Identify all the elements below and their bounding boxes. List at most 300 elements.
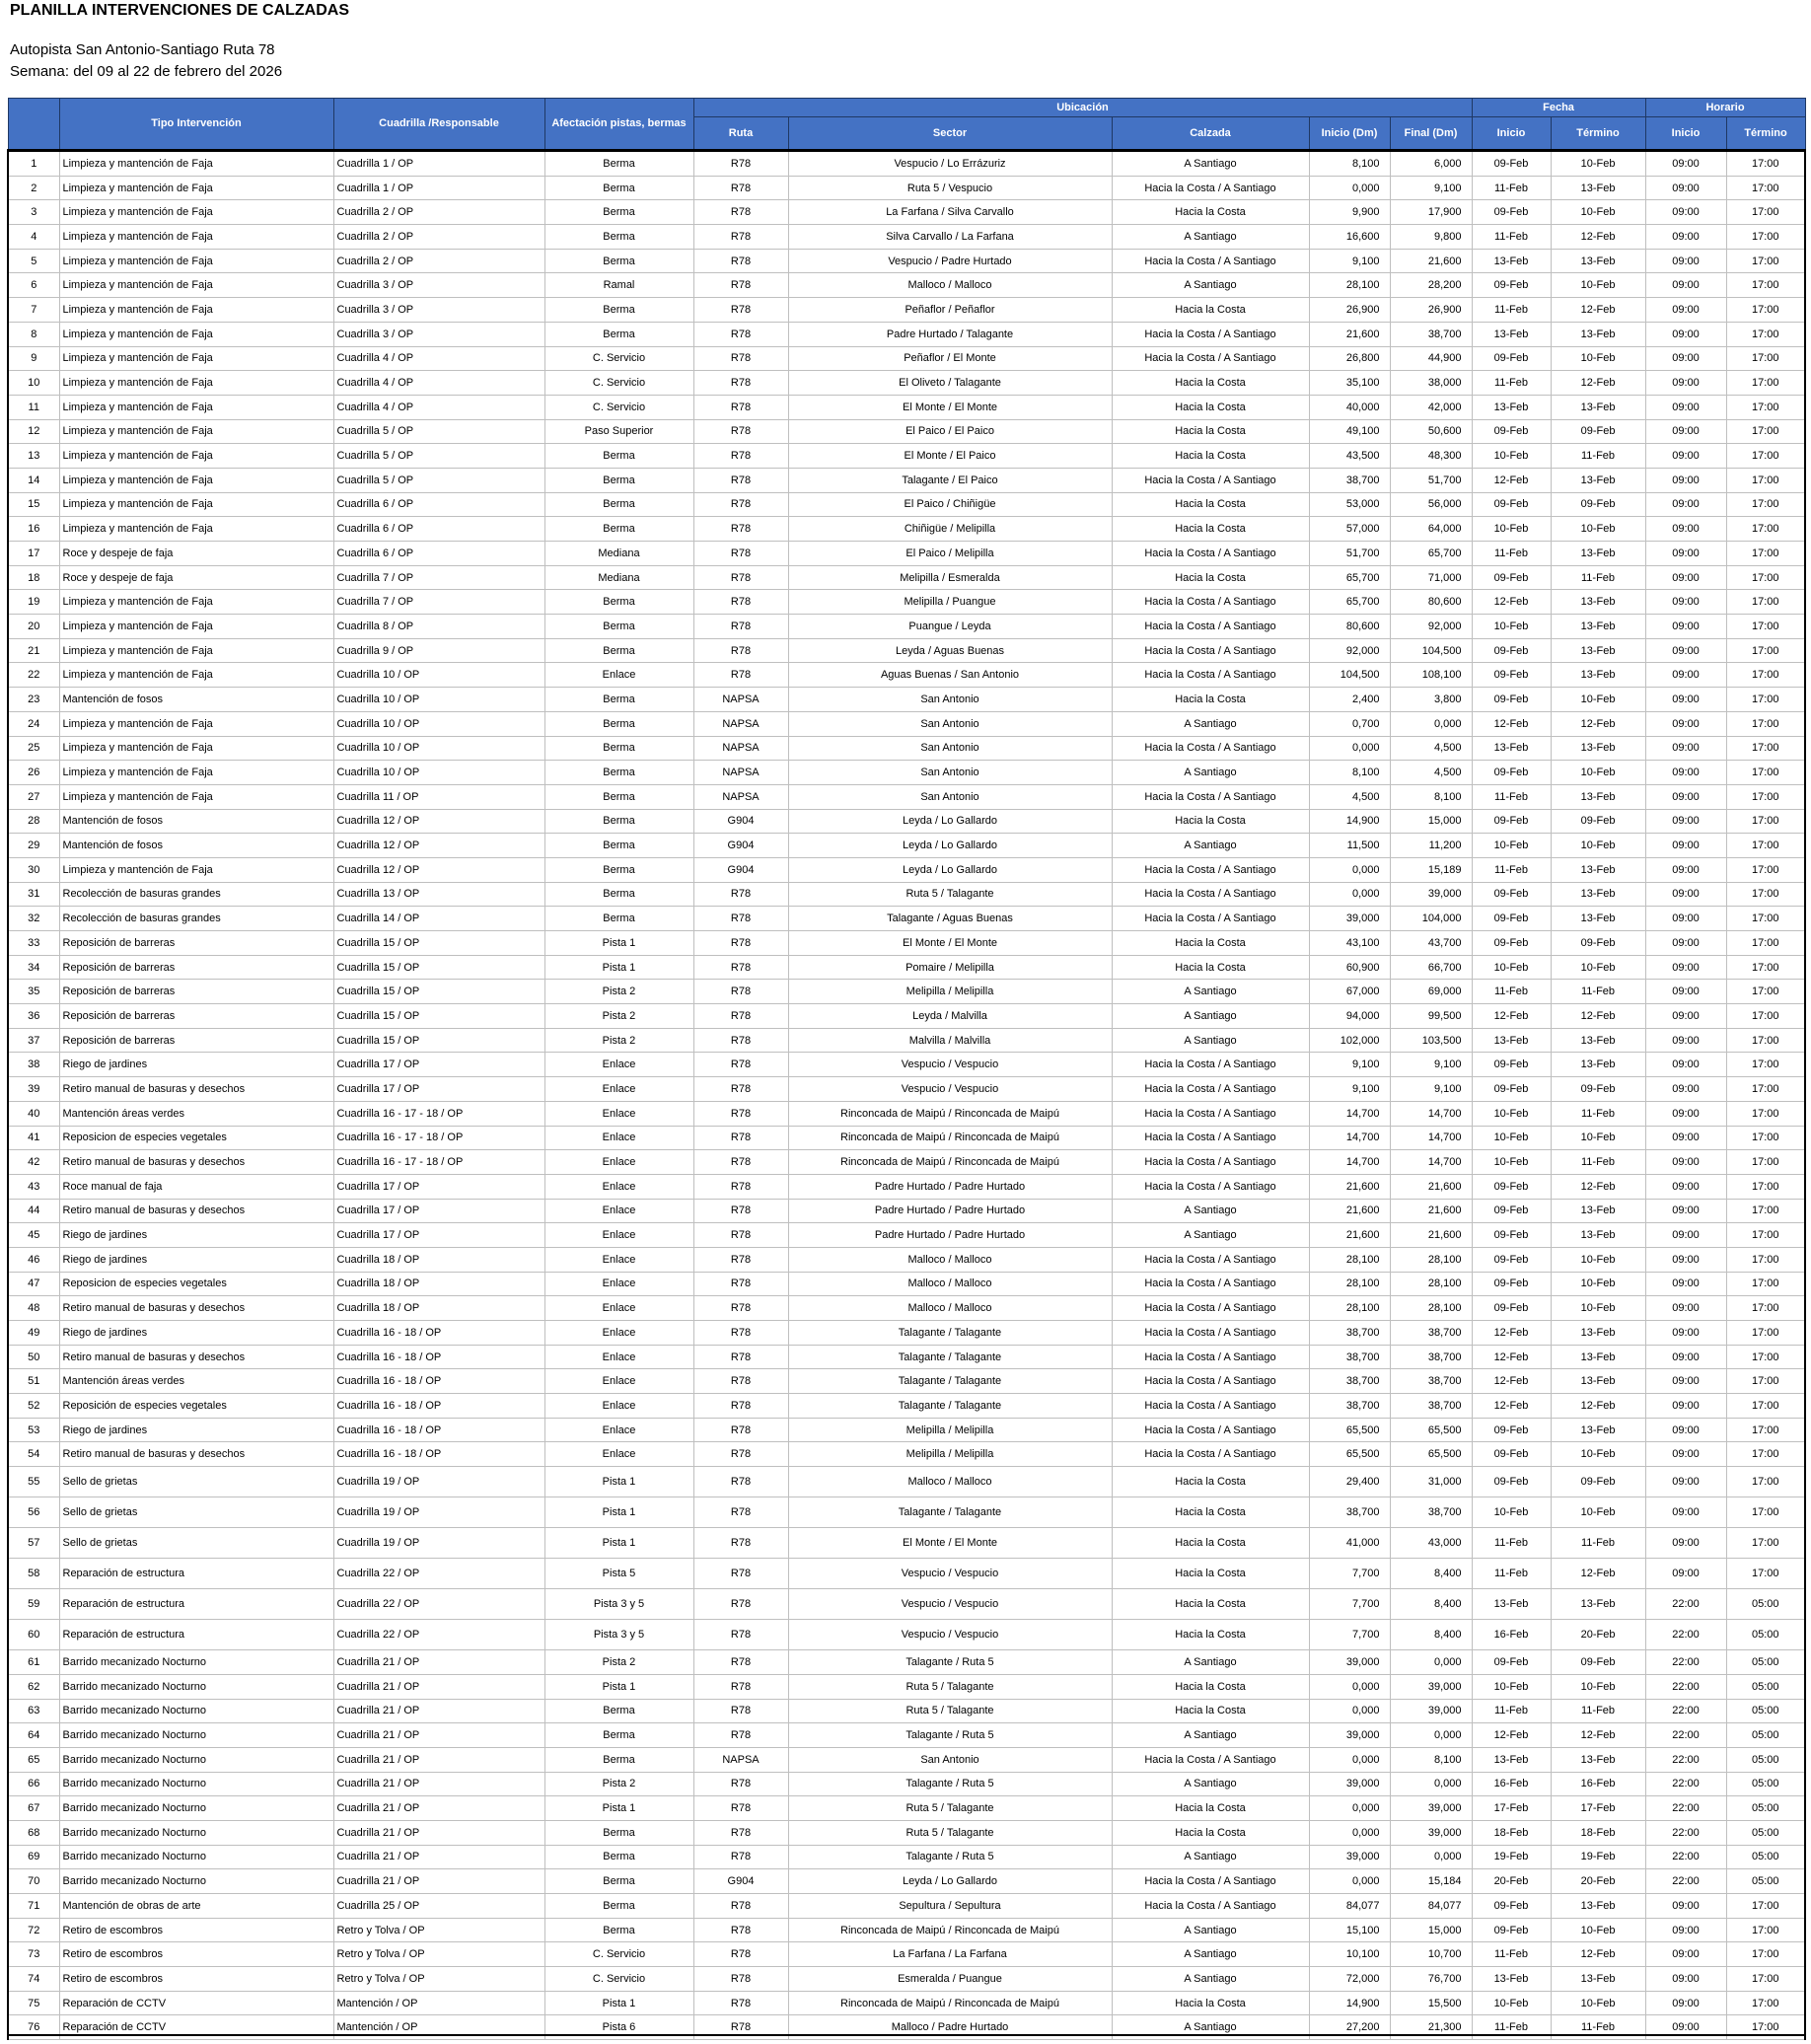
header-ubicacion: Ubicación xyxy=(693,99,1472,117)
cuadrilla: Cuadrilla 21 / OP xyxy=(333,1869,544,1894)
tipo-intervencion: Reposicion de especies vegetales xyxy=(59,1272,333,1296)
cuadrilla: Cuadrilla 2 / OP xyxy=(333,225,544,250)
inicio-dm: 0,700 xyxy=(1309,711,1390,736)
table-row xyxy=(8,882,1805,907)
inicio-dm: 39,000 xyxy=(1309,907,1390,931)
fecha-termino: 13-Feb xyxy=(1551,663,1645,688)
calzada: A Santiago xyxy=(1112,1223,1309,1248)
row-number: 2 xyxy=(8,176,59,200)
tipo-intervencion: Retiro de escombros xyxy=(59,1967,333,1992)
fecha-inicio: 09-Feb xyxy=(1472,1467,1551,1497)
final-dm: 21,600 xyxy=(1390,1223,1472,1248)
fecha-termino: 11-Feb xyxy=(1551,1528,1645,1559)
hora-inicio: 22:00 xyxy=(1645,1772,1726,1796)
cuadrilla: Cuadrilla 22 / OP xyxy=(333,1620,544,1650)
table-row xyxy=(8,1820,1805,1845)
hora-inicio: 09:00 xyxy=(1645,176,1726,200)
fecha-inicio: 09-Feb xyxy=(1472,1077,1551,1102)
hora-termino: 17:00 xyxy=(1726,980,1805,1004)
fecha-termino: 10-Feb xyxy=(1551,273,1645,298)
inicio-dm: 14,700 xyxy=(1309,1126,1390,1150)
hora-inicio: 22:00 xyxy=(1645,1869,1726,1894)
inicio-dm: 67,000 xyxy=(1309,980,1390,1004)
fecha-inicio: 09-Feb xyxy=(1472,151,1551,177)
fecha-termino: 10-Feb xyxy=(1551,1442,1645,1467)
calzada: Hacia la Costa xyxy=(1112,688,1309,712)
final-dm: 0,000 xyxy=(1390,711,1472,736)
tipo-intervencion: Riego de jardines xyxy=(59,1223,333,1248)
ruta: R78 xyxy=(693,1101,788,1126)
calzada: Hacia la Costa / A Santiago xyxy=(1112,1077,1309,1102)
final-dm: 104,500 xyxy=(1390,638,1472,663)
cuadrilla: Cuadrilla 15 / OP xyxy=(333,931,544,956)
row-number: 75 xyxy=(8,1991,59,2015)
sector: Esmeralda / Puangue xyxy=(788,1967,1112,1992)
fecha-inicio: 13-Feb xyxy=(1472,736,1551,761)
fecha-inicio: 20-Feb xyxy=(1472,1869,1551,1894)
final-dm: 38,700 xyxy=(1390,1369,1472,1394)
ruta: R78 xyxy=(693,1967,788,1992)
hora-inicio: 09:00 xyxy=(1645,2015,1726,2040)
header-horario: Horario xyxy=(1645,99,1805,117)
fecha-inicio: 12-Feb xyxy=(1472,1369,1551,1394)
tipo-intervencion: Limpieza y mantención de Faja xyxy=(59,225,333,250)
cuadrilla: Mantención / OP xyxy=(333,1991,544,2015)
fecha-termino: 18-Feb xyxy=(1551,1820,1645,1845)
fecha-inicio: 10-Feb xyxy=(1472,1101,1551,1126)
afectacion: Pista 1 xyxy=(544,1497,693,1528)
cuadrilla: Cuadrilla 7 / OP xyxy=(333,590,544,615)
calzada: Hacia la Costa xyxy=(1112,200,1309,225)
hora-inicio: 09:00 xyxy=(1645,565,1726,590)
row-number: 6 xyxy=(8,273,59,298)
cuadrilla: Cuadrilla 15 / OP xyxy=(333,1004,544,1029)
ruta: NAPSA xyxy=(693,761,788,785)
afectacion: Berma xyxy=(544,882,693,907)
calzada: A Santiago xyxy=(1112,761,1309,785)
hora-inicio: 22:00 xyxy=(1645,1699,1726,1723)
inicio-dm: 9,100 xyxy=(1309,1077,1390,1102)
cuadrilla: Cuadrilla 18 / OP xyxy=(333,1272,544,1296)
hora-termino: 17:00 xyxy=(1726,1174,1805,1199)
table-row xyxy=(8,1650,1805,1675)
final-dm: 31,000 xyxy=(1390,1467,1472,1497)
cuadrilla: Cuadrilla 21 / OP xyxy=(333,1772,544,1796)
fecha-inicio: 09-Feb xyxy=(1472,1650,1551,1675)
hora-inicio: 09:00 xyxy=(1645,1053,1726,1077)
row-number: 50 xyxy=(8,1345,59,1369)
fecha-inicio: 09-Feb xyxy=(1472,1199,1551,1223)
calzada: A Santiago xyxy=(1112,2015,1309,2040)
calzada: Hacia la Costa xyxy=(1112,1497,1309,1528)
inicio-dm: 27,200 xyxy=(1309,2015,1390,2040)
inicio-dm: 38,700 xyxy=(1309,1345,1390,1369)
calzada: Hacia la Costa / A Santiago xyxy=(1112,1053,1309,1077)
calzada: Hacia la Costa / A Santiago xyxy=(1112,1296,1309,1321)
afectacion: Berma xyxy=(544,615,693,639)
tipo-intervencion: Limpieza y mantención de Faja xyxy=(59,444,333,469)
table-row xyxy=(8,1942,1805,1967)
tipo-intervencion: Retiro manual de basuras y desechos xyxy=(59,1442,333,1467)
final-dm: 8,400 xyxy=(1390,1620,1472,1650)
row-number: 5 xyxy=(8,249,59,273)
ruta: R78 xyxy=(693,517,788,542)
fecha-inicio: 09-Feb xyxy=(1472,419,1551,444)
ruta: R78 xyxy=(693,1650,788,1675)
cuadrilla: Cuadrilla 17 / OP xyxy=(333,1174,544,1199)
inicio-dm: 21,600 xyxy=(1309,1223,1390,1248)
cuadrilla: Cuadrilla 16 - 18 / OP xyxy=(333,1394,544,1419)
fecha-inicio: 10-Feb xyxy=(1472,1674,1551,1699)
inicio-dm: 43,100 xyxy=(1309,931,1390,956)
inicio-dm: 65,700 xyxy=(1309,565,1390,590)
hora-termino: 17:00 xyxy=(1726,1296,1805,1321)
row-number: 15 xyxy=(8,492,59,517)
tipo-intervencion: Barrido mecanizado Nocturno xyxy=(59,1820,333,1845)
afectacion: Berma xyxy=(544,1894,693,1919)
hora-termino: 17:00 xyxy=(1726,444,1805,469)
tipo-intervencion: Roce y despeje de faja xyxy=(59,565,333,590)
sector: Melipilla / Melipilla xyxy=(788,980,1112,1004)
sector: Leyda / Lo Gallardo xyxy=(788,857,1112,882)
final-dm: 51,700 xyxy=(1390,468,1472,492)
row-number: 69 xyxy=(8,1845,59,1869)
fecha-termino: 13-Feb xyxy=(1551,1199,1645,1223)
table-row xyxy=(8,1442,1805,1467)
calzada: Hacia la Costa / A Santiago xyxy=(1112,1345,1309,1369)
cuadrilla: Cuadrilla 16 - 18 / OP xyxy=(333,1418,544,1442)
row-number: 63 xyxy=(8,1699,59,1723)
sector: Talagante / Talagante xyxy=(788,1345,1112,1369)
fecha-inicio: 13-Feb xyxy=(1472,249,1551,273)
fecha-termino: 12-Feb xyxy=(1551,1004,1645,1029)
calzada: Hacia la Costa xyxy=(1112,419,1309,444)
afectacion: Pista 2 xyxy=(544,980,693,1004)
table-row xyxy=(8,980,1805,1004)
tipo-intervencion: Barrido mecanizado Nocturno xyxy=(59,1747,333,1772)
ruta: R78 xyxy=(693,444,788,469)
tipo-intervencion: Recolección de basuras grandes xyxy=(59,907,333,931)
fecha-inicio: 11-Feb xyxy=(1472,980,1551,1004)
row-number: 26 xyxy=(8,761,59,785)
calzada: A Santiago xyxy=(1112,225,1309,250)
fecha-inicio: 12-Feb xyxy=(1472,468,1551,492)
hora-termino: 17:00 xyxy=(1726,882,1805,907)
inicio-dm: 38,700 xyxy=(1309,1369,1390,1394)
calzada: Hacia la Costa / A Santiago xyxy=(1112,1869,1309,1894)
hora-termino: 17:00 xyxy=(1726,346,1805,371)
tipo-intervencion: Limpieza y mantención de Faja xyxy=(59,638,333,663)
fecha-inicio: 09-Feb xyxy=(1472,346,1551,371)
hora-inicio: 09:00 xyxy=(1645,857,1726,882)
final-dm: 9,100 xyxy=(1390,1077,1472,1102)
hora-termino: 17:00 xyxy=(1726,809,1805,834)
hora-termino: 17:00 xyxy=(1726,736,1805,761)
tipo-intervencion: Barrido mecanizado Nocturno xyxy=(59,1723,333,1748)
hora-termino: 17:00 xyxy=(1726,176,1805,200)
afectacion: Berma xyxy=(544,1820,693,1845)
fecha-termino: 12-Feb xyxy=(1551,371,1645,396)
tipo-intervencion: Mantención áreas verdes xyxy=(59,1101,333,1126)
inicio-dm: 26,800 xyxy=(1309,346,1390,371)
fecha-inicio: 11-Feb xyxy=(1472,1528,1551,1559)
ruta: R78 xyxy=(693,882,788,907)
calzada: Hacia la Costa / A Santiago xyxy=(1112,784,1309,809)
tipo-intervencion: Limpieza y mantención de Faja xyxy=(59,200,333,225)
tipo-intervencion: Mantención de fosos xyxy=(59,688,333,712)
inicio-dm: 38,700 xyxy=(1309,1321,1390,1346)
calzada: A Santiago xyxy=(1112,1650,1309,1675)
calzada: Hacia la Costa / A Santiago xyxy=(1112,663,1309,688)
table-row xyxy=(8,322,1805,346)
hora-termino: 17:00 xyxy=(1726,1442,1805,1467)
hora-termino: 05:00 xyxy=(1726,1747,1805,1772)
cuadrilla: Mantención / OP xyxy=(333,2015,544,2040)
fecha-inicio: 09-Feb xyxy=(1472,565,1551,590)
cuadrilla: Cuadrilla 12 / OP xyxy=(333,809,544,834)
final-dm: 104,000 xyxy=(1390,907,1472,931)
ruta: R78 xyxy=(693,1028,788,1053)
fecha-inicio: 09-Feb xyxy=(1472,1174,1551,1199)
tipo-intervencion: Limpieza y mantención de Faja xyxy=(59,419,333,444)
fecha-inicio: 10-Feb xyxy=(1472,1991,1551,2015)
inicio-dm: 28,100 xyxy=(1309,273,1390,298)
afectacion: Berma xyxy=(544,809,693,834)
inicio-dm: 102,000 xyxy=(1309,1028,1390,1053)
fecha-termino: 13-Feb xyxy=(1551,736,1645,761)
fecha-termino: 16-Feb xyxy=(1551,1772,1645,1796)
afectacion: Pista 2 xyxy=(544,1028,693,1053)
table-row xyxy=(8,907,1805,931)
fecha-termino: 13-Feb xyxy=(1551,1369,1645,1394)
hora-inicio: 09:00 xyxy=(1645,1467,1726,1497)
ruta: R78 xyxy=(693,1942,788,1967)
hora-termino: 17:00 xyxy=(1726,2015,1805,2040)
sector: Padre Hurtado / Padre Hurtado xyxy=(788,1223,1112,1248)
fecha-inicio: 09-Feb xyxy=(1472,663,1551,688)
row-number: 16 xyxy=(8,517,59,542)
calzada: Hacia la Costa / A Santiago xyxy=(1112,249,1309,273)
sector: El Monte / El Paico xyxy=(788,444,1112,469)
hora-inicio: 09:00 xyxy=(1645,711,1726,736)
fecha-inicio: 10-Feb xyxy=(1472,615,1551,639)
table-row xyxy=(8,1369,1805,1394)
hora-inicio: 09:00 xyxy=(1645,1918,1726,1942)
hora-termino: 17:00 xyxy=(1726,1101,1805,1126)
inicio-dm: 9,100 xyxy=(1309,249,1390,273)
table-row xyxy=(8,1991,1805,2015)
fecha-termino: 11-Feb xyxy=(1551,980,1645,1004)
row-number: 38 xyxy=(8,1053,59,1077)
fecha-termino: 10-Feb xyxy=(1551,1674,1645,1699)
hora-inicio: 22:00 xyxy=(1645,1620,1726,1650)
calzada: Hacia la Costa / A Santiago xyxy=(1112,346,1309,371)
row-number: 72 xyxy=(8,1918,59,1942)
calzada: Hacia la Costa / A Santiago xyxy=(1112,1894,1309,1919)
hora-termino: 17:00 xyxy=(1726,1247,1805,1272)
fecha-termino: 09-Feb xyxy=(1551,809,1645,834)
ruta: R78 xyxy=(693,1174,788,1199)
cuadrilla: Cuadrilla 21 / OP xyxy=(333,1747,544,1772)
afectacion: Enlace xyxy=(544,1321,693,1346)
afectacion: Berma xyxy=(544,200,693,225)
fecha-termino: 13-Feb xyxy=(1551,468,1645,492)
ruta: R78 xyxy=(693,298,788,323)
ruta: R78 xyxy=(693,1126,788,1150)
hora-inicio: 09:00 xyxy=(1645,419,1726,444)
hora-termino: 17:00 xyxy=(1726,1418,1805,1442)
header-fecha-inicio: Inicio xyxy=(1472,117,1551,151)
sector: Rinconcada de Maipú / Rinconcada de Maipú xyxy=(788,1150,1112,1175)
cuadrilla: Cuadrilla 12 / OP xyxy=(333,834,544,858)
afectacion: Enlace xyxy=(544,1174,693,1199)
final-dm: 39,000 xyxy=(1390,882,1472,907)
header-inicio-dm: Inicio (Dm) xyxy=(1309,117,1390,151)
fecha-termino: 13-Feb xyxy=(1551,857,1645,882)
calzada: Hacia la Costa / A Santiago xyxy=(1112,322,1309,346)
fecha-inicio: 10-Feb xyxy=(1472,1150,1551,1175)
sector: Talagante / Talagante xyxy=(788,1321,1112,1346)
fecha-termino: 13-Feb xyxy=(1551,907,1645,931)
inicio-dm: 21,600 xyxy=(1309,322,1390,346)
tipo-intervencion: Reposición de barreras xyxy=(59,955,333,980)
table-row xyxy=(8,736,1805,761)
fecha-inicio: 09-Feb xyxy=(1472,688,1551,712)
final-dm: 21,600 xyxy=(1390,1199,1472,1223)
afectacion: C. Servicio xyxy=(544,346,693,371)
afectacion: Berma xyxy=(544,857,693,882)
row-number: 34 xyxy=(8,955,59,980)
fecha-inicio: 12-Feb xyxy=(1472,1004,1551,1029)
sector: Melipilla / Melipilla xyxy=(788,1442,1112,1467)
tipo-intervencion: Limpieza y mantención de Faja xyxy=(59,176,333,200)
sector: Talagante / Ruta 5 xyxy=(788,1650,1112,1675)
hora-inicio: 09:00 xyxy=(1645,346,1726,371)
tipo-intervencion: Barrido mecanizado Nocturno xyxy=(59,1772,333,1796)
cuadrilla: Cuadrilla 25 / OP xyxy=(333,1894,544,1919)
table-row xyxy=(8,784,1805,809)
table-row xyxy=(8,1418,1805,1442)
afectacion: Mediana xyxy=(544,565,693,590)
final-dm: 80,600 xyxy=(1390,590,1472,615)
calzada: Hacia la Costa / A Santiago xyxy=(1112,857,1309,882)
calzada: Hacia la Costa / A Santiago xyxy=(1112,736,1309,761)
inicio-dm: 60,900 xyxy=(1309,955,1390,980)
row-number: 45 xyxy=(8,1223,59,1248)
hora-inicio: 22:00 xyxy=(1645,1674,1726,1699)
afectacion: Enlace xyxy=(544,1150,693,1175)
final-dm: 10,700 xyxy=(1390,1942,1472,1967)
row-number: 46 xyxy=(8,1247,59,1272)
inicio-dm: 15,100 xyxy=(1309,1918,1390,1942)
hora-inicio: 22:00 xyxy=(1645,1650,1726,1675)
fecha-inicio: 11-Feb xyxy=(1472,1942,1551,1967)
afectacion: Pista 3 y 5 xyxy=(544,1589,693,1620)
afectacion: Enlace xyxy=(544,1199,693,1223)
tipo-intervencion: Riego de jardines xyxy=(59,1321,333,1346)
cuadrilla: Cuadrilla 22 / OP xyxy=(333,1559,544,1589)
afectacion: Pista 1 xyxy=(544,1796,693,1821)
table-row xyxy=(8,1528,1805,1559)
sector: Sepultura / Sepultura xyxy=(788,1894,1112,1919)
inicio-dm: 10,100 xyxy=(1309,1942,1390,1967)
sector: Talagante / Ruta 5 xyxy=(788,1845,1112,1869)
hora-inicio: 09:00 xyxy=(1645,882,1726,907)
row-number: 21 xyxy=(8,638,59,663)
fecha-termino: 10-Feb xyxy=(1551,688,1645,712)
afectacion: Berma xyxy=(544,711,693,736)
cuadrilla: Cuadrilla 6 / OP xyxy=(333,492,544,517)
sector: Aguas Buenas / San Antonio xyxy=(788,663,1112,688)
hora-inicio: 09:00 xyxy=(1645,736,1726,761)
hora-inicio: 09:00 xyxy=(1645,980,1726,1004)
row-number: 33 xyxy=(8,931,59,956)
fecha-inicio: 09-Feb xyxy=(1472,273,1551,298)
table-row xyxy=(8,931,1805,956)
calzada: Hacia la Costa / A Santiago xyxy=(1112,882,1309,907)
fecha-inicio: 12-Feb xyxy=(1472,1321,1551,1346)
cuadrilla: Cuadrilla 21 / OP xyxy=(333,1674,544,1699)
tipo-intervencion: Limpieza y mantención de Faja xyxy=(59,151,333,177)
sector: Malvilla / Malvilla xyxy=(788,1028,1112,1053)
fecha-termino: 13-Feb xyxy=(1551,1894,1645,1919)
table-row xyxy=(8,1077,1805,1102)
ruta: R78 xyxy=(693,273,788,298)
table-row xyxy=(8,1174,1805,1199)
cuadrilla: Cuadrilla 16 - 17 - 18 / OP xyxy=(333,1101,544,1126)
fecha-inicio: 11-Feb xyxy=(1472,857,1551,882)
final-dm: 15,500 xyxy=(1390,1991,1472,2015)
final-dm: 0,000 xyxy=(1390,1650,1472,1675)
calzada: Hacia la Costa xyxy=(1112,1674,1309,1699)
fecha-inicio: 12-Feb xyxy=(1472,1345,1551,1369)
fecha-termino: 13-Feb xyxy=(1551,1321,1645,1346)
cuadrilla: Cuadrilla 2 / OP xyxy=(333,249,544,273)
row-number: 9 xyxy=(8,346,59,371)
fecha-inicio: 10-Feb xyxy=(1472,444,1551,469)
sector: Padre Hurtado / Padre Hurtado xyxy=(788,1174,1112,1199)
ruta: R78 xyxy=(693,2015,788,2040)
cuadrilla: Cuadrilla 4 / OP xyxy=(333,395,544,419)
fecha-termino: 13-Feb xyxy=(1551,1589,1645,1620)
calzada: Hacia la Costa / A Santiago xyxy=(1112,1747,1309,1772)
fecha-inicio: 11-Feb xyxy=(1472,784,1551,809)
tipo-intervencion: Reparación de estructura xyxy=(59,1620,333,1650)
cuadrilla: Cuadrilla 8 / OP xyxy=(333,615,544,639)
ruta: R78 xyxy=(693,1296,788,1321)
tipo-intervencion: Retiro manual de basuras y desechos xyxy=(59,1345,333,1369)
row-number: 52 xyxy=(8,1394,59,1419)
cuadrilla: Cuadrilla 18 / OP xyxy=(333,1296,544,1321)
final-dm: 42,000 xyxy=(1390,395,1472,419)
fecha-termino: 10-Feb xyxy=(1551,1991,1645,2015)
afectacion: Pista 3 y 5 xyxy=(544,1620,693,1650)
ruta: R78 xyxy=(693,1272,788,1296)
fecha-termino: 11-Feb xyxy=(1551,1699,1645,1723)
final-dm: 15,000 xyxy=(1390,809,1472,834)
hora-termino: 05:00 xyxy=(1726,1820,1805,1845)
row-number: 66 xyxy=(8,1772,59,1796)
calzada: Hacia la Costa xyxy=(1112,444,1309,469)
table-row xyxy=(8,565,1805,590)
final-dm: 28,200 xyxy=(1390,273,1472,298)
inicio-dm: 92,000 xyxy=(1309,638,1390,663)
hora-termino: 17:00 xyxy=(1726,298,1805,323)
row-number: 60 xyxy=(8,1620,59,1650)
table-row xyxy=(8,517,1805,542)
fecha-inicio: 09-Feb xyxy=(1472,1223,1551,1248)
tipo-intervencion: Mantención de fosos xyxy=(59,834,333,858)
